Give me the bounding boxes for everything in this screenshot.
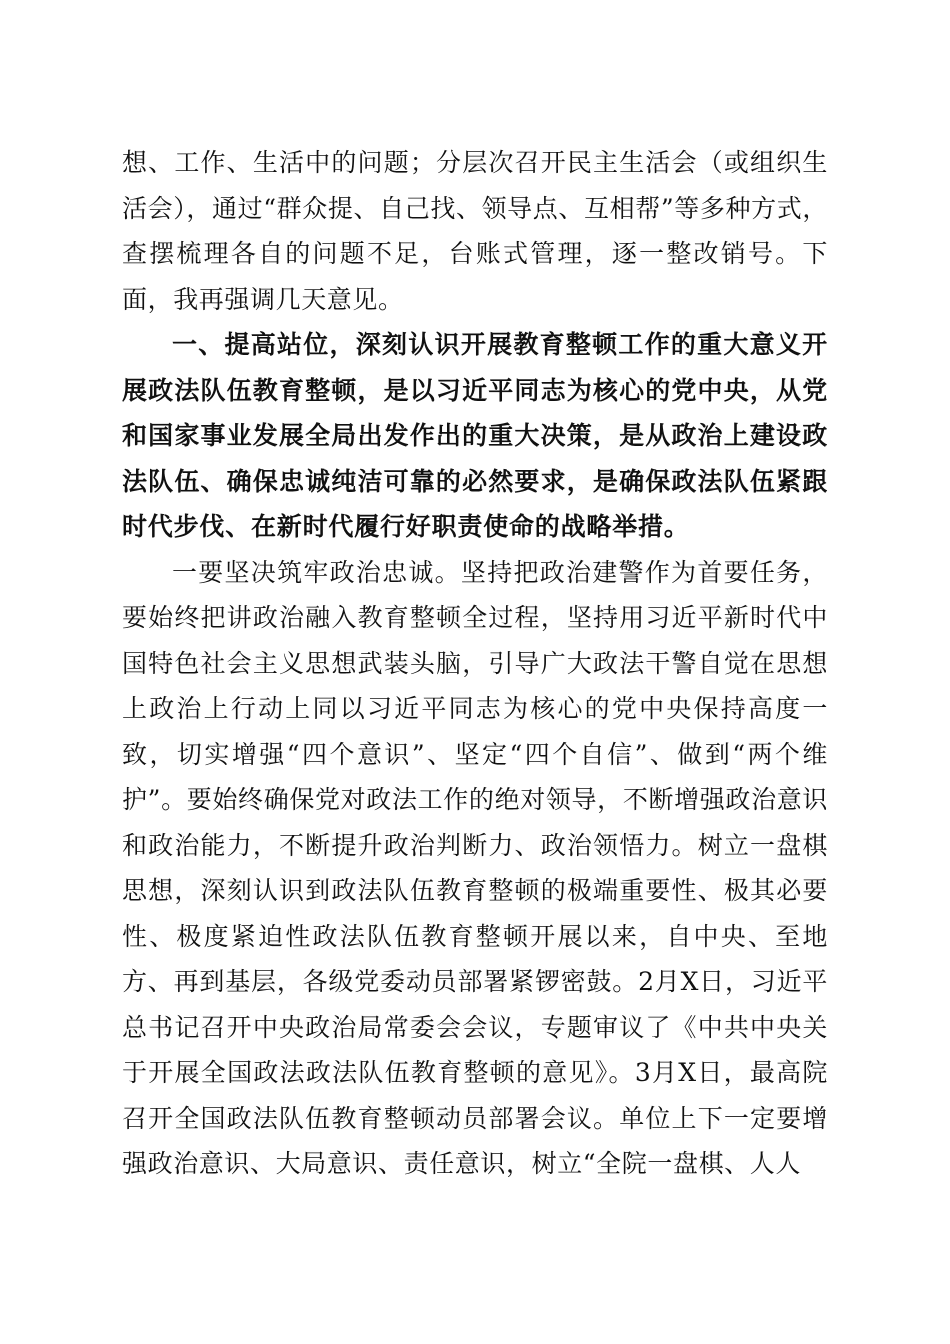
paragraph-continuation: 想、工作、生活中的问题；分层次召开民主生活会（或组织生活会），通过“群众提、自己找、领导点、互相帮”等多种方式，查摆梳理各自的问题不足，台账式管理，逐一整改销号。下面，我再强调几天意见。 [122, 148, 828, 314]
paragraph-political-loyalty: 一要坚决筑牢政治忠诚。坚持把政治建警作为首要任务，要始终把讲政治融入教育整顿全过程，坚持用习近平新时代中国特色社会主义思想武装头脑，引导广大政法干警自觉在思想上政治上行动上同以习近平同志为核心的党中央保持高度一致，切实增强“四个意识”、坚定“四个自信”、做到“两个维护”。要始终确保党对政法工作的绝对领导，不断增强政治意识和政治能力，不断提升政治判断力、政治领悟力。树立一盘棋思想，深刻认识到政法队伍教育整顿的极端重要性、极其必要性、极度紧迫性政法队伍教育整顿开展以来，自中央、至地方、再到基层，各级党委动员部署紧锣密鼓。2月X日，习近平总书记召开中央政治局常委会会议，专题审议了《中共中央关于开展全国政法政法队伍教育整顿的意见》。3月X日，最高院召开全国政法队伍教育整顿动员部署会议。单位上下一定要增强政治意识、大局意识、责任意识，树立“全院一盘棋、人人 [122, 557, 828, 1178]
document-body [122, 140, 828, 1187]
section-heading-paragraph: 一、提高站位，深刻认识开展教育整顿工作的重大意义开展政法队伍教育整顿，是以习近平同志为核心的党中央，从党和国家事业发展全局出发作出的重大决策，是从政治上建设政法队伍、确保忠诚纯洁可靠的必然要求，是确保政法队伍紧跟时代步伐、在新时代履行好职责使命的战略举措。 [122, 330, 828, 541]
